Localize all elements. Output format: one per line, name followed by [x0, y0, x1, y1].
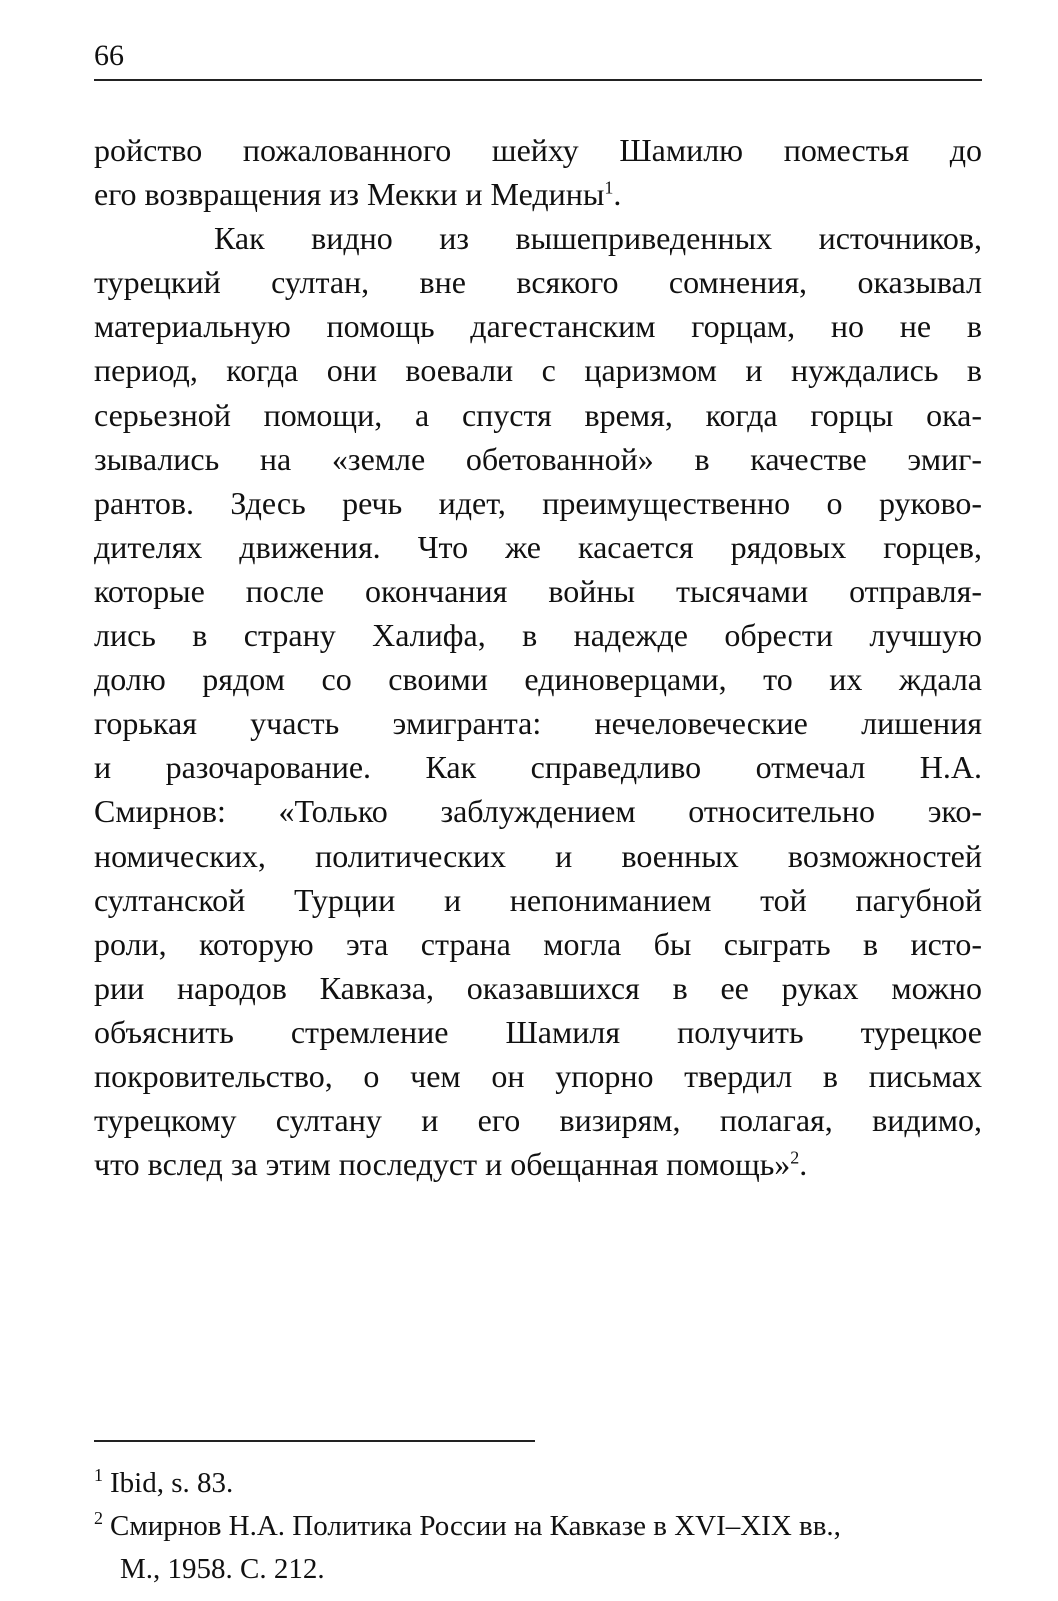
footnote-2-continuation: М., 1958. С. 212. — [120, 1553, 325, 1585]
text-line: турецкий султан, вне всякого сомнения, оказывал — [94, 264, 982, 301]
footnote-ref-1[interactable]: 1 — [604, 177, 614, 198]
text-line: дителях движения. Что же касается рядовых горцев, — [94, 528, 982, 565]
text-line: зывались на «земле обетованной» в качестве эмиг- — [94, 440, 982, 477]
text-line-paragraph-start: Как видно из вышеприведенных источников, — [214, 220, 982, 257]
text-line-content: его возвращения из Мекки и Медины — [94, 176, 605, 213]
page-number: 66 — [94, 39, 124, 72]
text-line: горькая участь эмигранта: нечеловеческие лишения — [94, 705, 982, 742]
text-line: серьезной помощи, а спустя время, когда горцы ока- — [94, 396, 982, 433]
text-line — [94, 1142, 982, 1186]
footnotes — [94, 1462, 982, 1591]
text-line: рии народов Кавказа, оказавшихся в ее руках можно — [94, 969, 982, 1006]
text-line: период, когда они воевали с царизмом и нуждались в — [94, 352, 982, 389]
footnote-1: 1 Ibid, s. 83. — [94, 1465, 234, 1499]
text-line: покровительство, о чем он упорно твердил в письмах — [94, 1057, 982, 1094]
text-line: материальную помощь дагестанским горцам, но не в — [94, 308, 982, 345]
text-line: султанской Турции и непониманием той пагубной — [94, 881, 982, 918]
footnote-1-text: Ibid, s. 83. — [110, 1467, 234, 1499]
header-rule — [94, 79, 982, 81]
text-line-end: . — [799, 1146, 808, 1183]
text-line: объяснить стремление Шамиля получить турецкое — [94, 1013, 982, 1050]
footnote-ref-2[interactable]: 2 — [790, 1147, 800, 1168]
text-line: ройство пожалованного шейху Шамилю поместья до — [94, 132, 982, 168]
text-line: долю рядом со своими единоверцами, то их ждала — [94, 661, 982, 698]
body-text — [94, 128, 982, 1186]
text-line-content: что вслед за этим последуст и обещанная помощь» — [94, 1146, 791, 1183]
text-line: турецкому султану и его визирям, полагая, видимо, — [94, 1102, 982, 1139]
text-line: роли, которую эта страна могла бы сыграть в исто- — [94, 925, 982, 962]
text-line: которые после окончания войны тысячами отправля- — [94, 572, 982, 609]
text-line — [94, 172, 982, 216]
text-line-end: . — [613, 176, 622, 213]
text-line: Смирнов: «Только заблуждением относительно эко- — [94, 793, 982, 830]
text-line: и разочарование. Как справедливо отмечал Н.А. — [94, 749, 982, 786]
footnote-rule — [94, 1440, 535, 1442]
footnote-2: 2 Смирнов Н.А. Политика России на Кавказе в XVI–XIX вв., — [94, 1508, 841, 1542]
footnote-2-text-line1: Смирнов Н.А. Политика России на Кавказе в XVI–XIX вв., — [110, 1510, 841, 1542]
text-line: лись в страну Халифа, в надежде обрести лучшую — [94, 617, 982, 654]
text-line: номических, политических и военных возможностей — [94, 837, 982, 874]
text-line: рантов. Здесь речь идет, преимущественно о руково- — [94, 484, 982, 521]
